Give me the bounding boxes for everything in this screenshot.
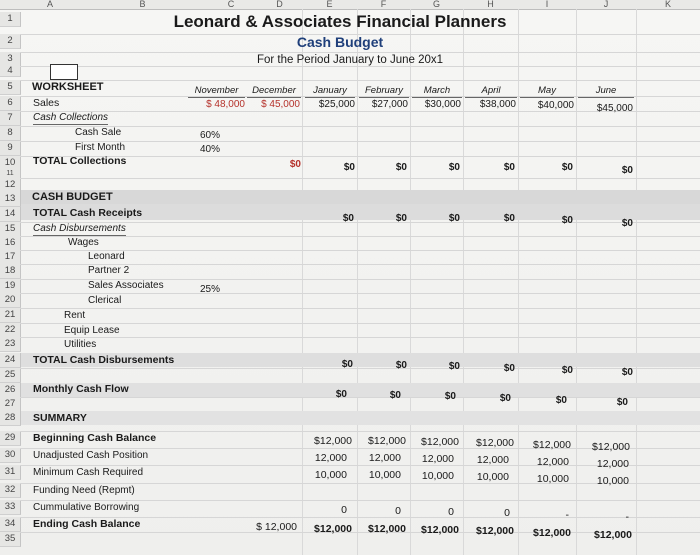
row-number[interactable]: 6 [0, 96, 21, 111]
first-month-percent[interactable]: 40% [200, 144, 221, 155]
minimum-cash-value[interactable]: 10,000 [596, 475, 629, 487]
cash-sale-percent[interactable]: 60% [200, 130, 221, 141]
month-header: February [359, 84, 409, 98]
partner2-label: Partner 2 [88, 265, 130, 276]
row-number[interactable]: 33 [0, 500, 21, 515]
cash-collections-label: Cash Collections [33, 112, 109, 123]
row-number[interactable]: 27 [0, 397, 21, 412]
row-number[interactable]: 30 [0, 448, 21, 463]
monthly-cash-flow-label: Monthly Cash Flow [33, 383, 129, 395]
total-collections-value[interactable]: $0 [561, 162, 573, 173]
gridline [20, 126, 700, 127]
col-header-h[interactable]: H [463, 0, 519, 10]
total-collections-value[interactable]: $0 [343, 162, 355, 173]
ending-cash-value[interactable]: $12,000 [533, 527, 571, 539]
row-number[interactable]: 13 [0, 192, 21, 207]
minimum-cash-value[interactable]: 10,000 [476, 471, 509, 483]
row-number[interactable]: 29 [0, 431, 21, 446]
ending-cash-value[interactable]: $12,000 [594, 529, 632, 541]
total-receipts-value[interactable]: $0 [621, 218, 633, 229]
total-collections-value[interactable]: $0 [448, 162, 460, 173]
gridline [20, 178, 700, 179]
row-number[interactable]: 24 [0, 353, 21, 368]
sales-value[interactable]: $ 48,000 [206, 99, 245, 110]
unadjusted-cash-value[interactable]: 12,000 [596, 458, 629, 470]
col-header-j[interactable]: J [576, 0, 637, 10]
rent-label: Rent [64, 310, 86, 321]
total-disbursements-label: TOTAL Cash Disbursements [33, 354, 175, 366]
sales-associates-percent[interactable]: 25% [200, 284, 221, 295]
row-number[interactable]: 3 [0, 52, 21, 67]
leonard-label: Leonard [88, 251, 125, 262]
sales-label: Sales [33, 97, 60, 109]
total-receipts-value[interactable]: $0 [395, 213, 407, 224]
col-header-c[interactable]: C [205, 0, 258, 10]
row-number[interactable]: 16 [0, 236, 21, 251]
unadjusted-cash-value[interactable]: 12,000 [476, 454, 509, 466]
row-number[interactable]: 9 [0, 141, 21, 156]
summary-label: SUMMARY [33, 412, 87, 424]
report-subtitle: Cash Budget [296, 34, 384, 50]
minimum-cash-label: Minimum Cash Required [33, 467, 144, 478]
beginning-cash-value[interactable]: $12,000 [533, 439, 571, 451]
cumulative-borrowing-value[interactable]: 0 [504, 507, 510, 519]
col-header-e[interactable]: E [302, 0, 358, 10]
cash-budget-label: CASH BUDGET [32, 191, 113, 203]
gridline [636, 9, 637, 555]
funding-need-label: Funding Need (Repmt) [33, 485, 135, 496]
worksheet-label: WORKSHEET [32, 81, 104, 93]
ending-cash-label: Ending Cash Balance [33, 518, 141, 530]
minimum-cash-value[interactable]: 10,000 [368, 469, 401, 481]
total-receipts-value[interactable]: $0 [448, 213, 460, 224]
sales-associates-label: Sales Associates [88, 280, 164, 291]
col-header-a[interactable]: A [20, 0, 81, 10]
total-disbursements-value[interactable]: $0 [395, 360, 407, 371]
row-number[interactable]: 8 [0, 126, 21, 141]
cumulative-borrowing-value[interactable]: 0 [448, 506, 454, 518]
clerical-label: Clerical [88, 295, 122, 306]
unadjusted-cash-value[interactable]: 12,000 [314, 452, 347, 464]
monthly-cash-flow-value[interactable]: $0 [389, 390, 401, 401]
total-receipts-value[interactable]: $0 [561, 215, 573, 226]
cumulative-borrowing-value[interactable]: 0 [395, 505, 401, 517]
total-disbursements-value[interactable]: $0 [621, 367, 633, 378]
total-collections-value[interactable]: $0 [503, 162, 515, 173]
sales-value[interactable]: $27,000 [371, 99, 408, 110]
row-number[interactable]: 7 [0, 111, 21, 126]
row-number[interactable]: 21 [0, 308, 21, 323]
ending-cash-value[interactable]: $12,000 [476, 525, 514, 537]
sales-value[interactable]: $40,000 [537, 100, 574, 111]
first-month-label: First Month [75, 142, 126, 153]
row-number[interactable]: 5 [0, 80, 21, 95]
ending-cash-december[interactable]: $ 12,000 [256, 521, 297, 533]
row-number[interactable]: 1 [0, 12, 21, 27]
gridline [20, 293, 700, 294]
sales-value[interactable]: $ 45,000 [261, 99, 300, 110]
row-number[interactable]: 4 [0, 66, 21, 77]
month-header: May [520, 84, 574, 98]
total-disbursements-value[interactable]: $0 [503, 363, 515, 374]
col-header-b[interactable]: B [80, 0, 206, 10]
row-number[interactable]: 28 [0, 411, 21, 426]
cumulative-borrowing-value[interactable]: 0 [341, 504, 347, 516]
row-number[interactable]: 34 [0, 517, 21, 532]
total-collections-value[interactable]: $0 [621, 165, 633, 176]
col-header-f[interactable]: F [357, 0, 411, 10]
beginning-cash-label: Beginning Cash Balance [33, 432, 157, 444]
month-header: November [188, 84, 245, 98]
row-number[interactable]: 15 [0, 222, 21, 237]
monthly-cash-flow-value[interactable]: $0 [444, 391, 456, 402]
row-number[interactable]: 17 [0, 250, 21, 265]
sales-value[interactable]: $30,000 [424, 99, 461, 110]
col-header-g[interactable]: G [410, 0, 464, 10]
unadjusted-cash-value[interactable]: 12,000 [536, 456, 569, 468]
row-number[interactable]: 2 [0, 34, 21, 49]
unadjusted-cash-value[interactable]: 12,000 [368, 452, 401, 464]
summary-band [20, 411, 700, 425]
row-number[interactable]: 20 [0, 293, 21, 308]
minimum-cash-value[interactable]: 10,000 [314, 469, 347, 481]
gridline [576, 9, 577, 555]
beginning-cash-value[interactable]: $12,000 [592, 441, 630, 453]
total-receipts-value[interactable]: $0 [503, 213, 515, 224]
row-number[interactable]: 14 [0, 207, 21, 222]
row-number[interactable]: 18 [0, 264, 21, 279]
month-header: December [247, 84, 301, 98]
total-disbursements-value[interactable]: $0 [448, 361, 460, 372]
col-header-d[interactable]: D [257, 0, 303, 10]
minimum-cash-value[interactable]: 10,000 [536, 473, 569, 485]
row-number[interactable]: 35 [0, 532, 21, 547]
monthly-cash-flow-value[interactable]: $0 [335, 389, 347, 400]
gridline [20, 308, 700, 309]
selected-cell[interactable] [50, 64, 78, 80]
row-number[interactable]: 12 [0, 178, 21, 193]
cumulative-borrowing-label: Cummulative Borrowing [33, 502, 140, 513]
unadjusted-cash-value[interactable]: 12,000 [421, 453, 454, 465]
col-header-i[interactable]: I [518, 0, 577, 10]
ending-cash-value[interactable]: $12,000 [368, 523, 406, 535]
disbursements-label: Cash Disbursements [33, 223, 126, 234]
wages-label: Wages [68, 237, 99, 248]
ending-cash-value[interactable]: $12,000 [314, 523, 352, 535]
select-all-corner[interactable] [0, 0, 21, 10]
col-header-k[interactable]: K [636, 0, 700, 10]
sales-value[interactable]: $38,000 [479, 99, 516, 110]
minimum-cash-value[interactable]: 10,000 [421, 470, 454, 482]
total-collections-value[interactable]: $0 [395, 162, 407, 173]
equip-lease-label: Equip Lease [64, 325, 120, 336]
total-collections-value[interactable]: $0 [289, 159, 301, 170]
gridline [20, 236, 700, 237]
month-header: March [412, 84, 462, 98]
sales-value[interactable]: $25,000 [318, 99, 355, 110]
monthly-cash-flow-value[interactable]: $0 [499, 393, 511, 404]
ending-cash-value[interactable]: $12,000 [421, 524, 459, 536]
sales-value[interactable]: $45,000 [596, 103, 633, 114]
total-receipts-label: TOTAL Cash Receipts [33, 207, 143, 219]
month-header: April [465, 84, 517, 98]
total-disbursements-value[interactable]: $0 [341, 359, 353, 370]
total-collections-label: TOTAL Collections [33, 155, 127, 167]
utilities-label: Utilities [64, 339, 97, 350]
row-number[interactable]: 11 [0, 170, 21, 179]
report-title: Leonard & Associates Financial Planners [173, 12, 507, 31]
row-number[interactable]: 32 [0, 483, 21, 498]
report-period: For the Period January to June 20x1 [256, 54, 444, 66]
row-number[interactable]: 25 [0, 368, 21, 383]
monthly-cash-flow-value[interactable]: $0 [616, 397, 628, 408]
gridline [20, 337, 700, 338]
row-number[interactable]: 26 [0, 383, 21, 398]
month-header: January [305, 84, 355, 98]
cumulative-borrowing-value[interactable]: - [565, 509, 569, 521]
beginning-cash-value[interactable]: $12,000 [368, 435, 406, 447]
month-header: June [578, 84, 634, 98]
beginning-cash-value[interactable]: $12,000 [314, 435, 352, 447]
beginning-cash-value[interactable]: $12,000 [421, 436, 459, 448]
row-number[interactable]: 23 [0, 337, 21, 352]
row-number[interactable]: 19 [0, 279, 21, 294]
row-number[interactable]: 31 [0, 465, 21, 480]
total-receipts-value[interactable]: $0 [342, 213, 354, 224]
unadjusted-cash-label: Unadjusted Cash Position [33, 450, 149, 461]
total-disbursements-value[interactable]: $0 [561, 365, 573, 376]
monthly-cash-flow-value[interactable]: $0 [555, 395, 567, 406]
row-number[interactable]: 10 [0, 156, 21, 171]
cash-budget-band [20, 190, 700, 204]
gridline [20, 323, 700, 324]
beginning-cash-value[interactable]: $12,000 [476, 437, 514, 449]
cash-sale-label: Cash Sale [75, 127, 122, 138]
gridline [20, 80, 700, 81]
row-number[interactable]: 22 [0, 323, 21, 338]
cumulative-borrowing-value[interactable]: - [625, 511, 629, 523]
